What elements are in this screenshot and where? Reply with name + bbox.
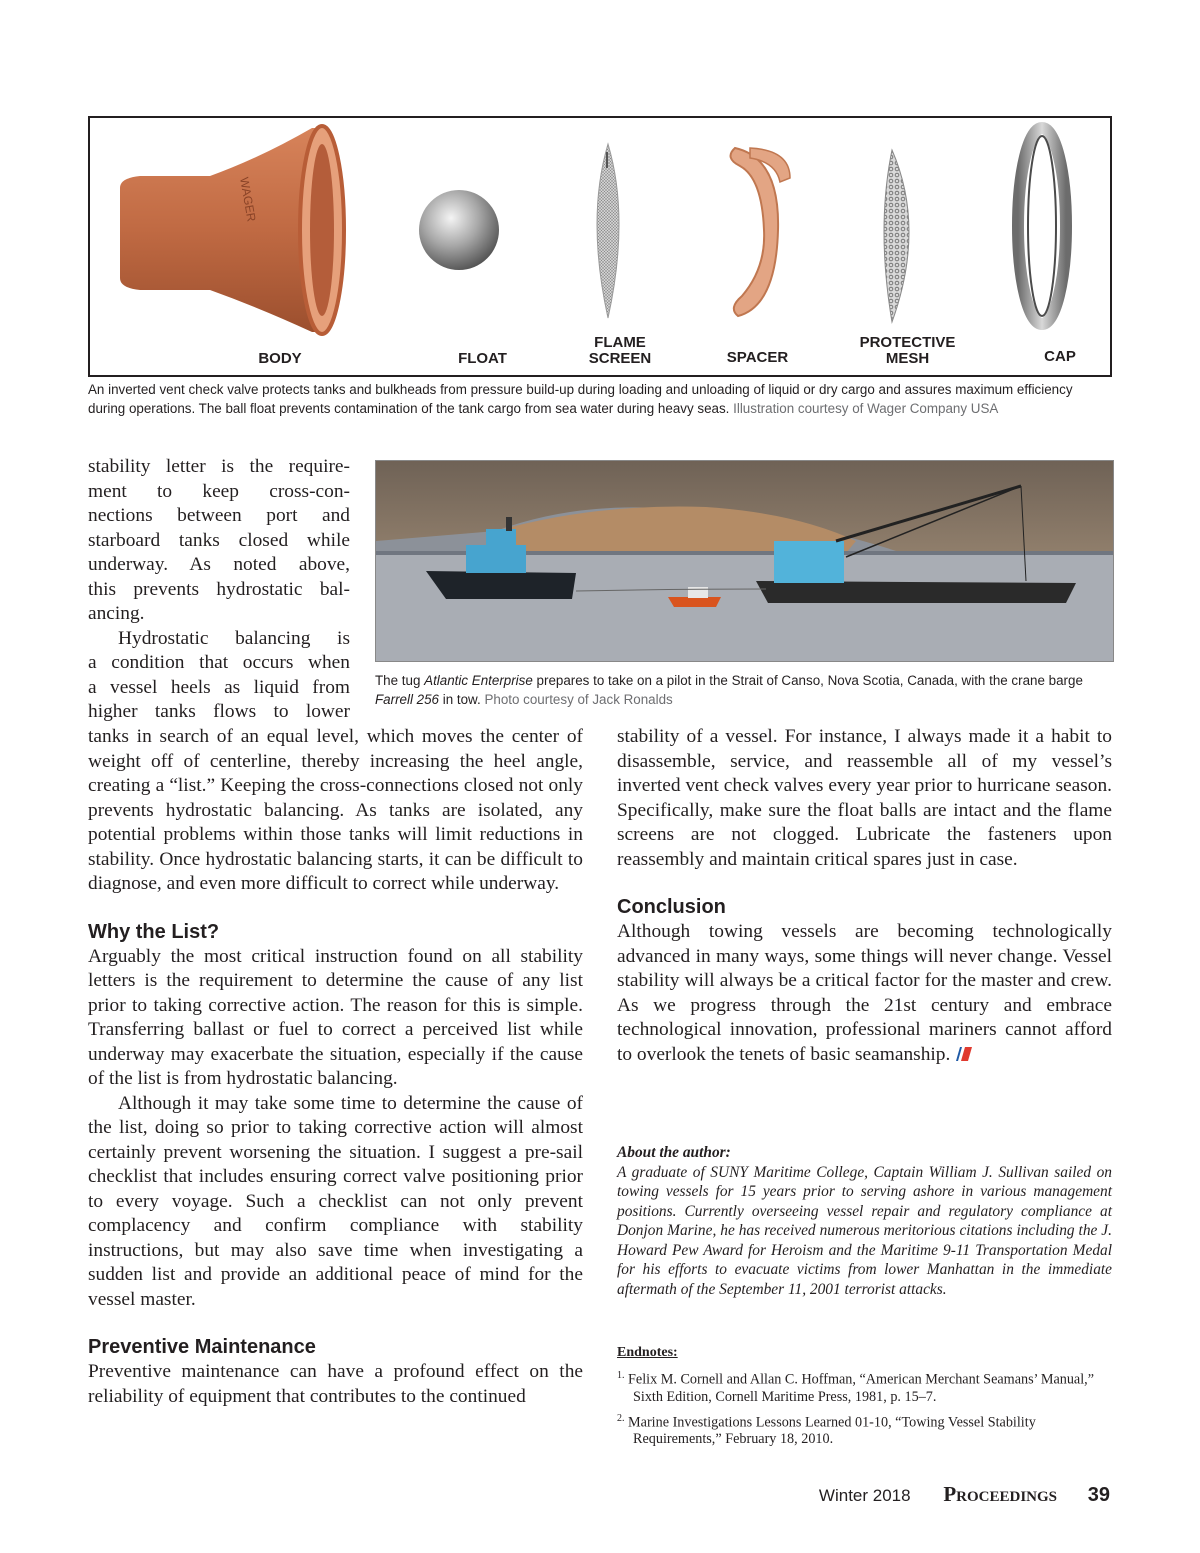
- endnote-item: [617, 1410, 1112, 1449]
- endnote-number: 1.: [617, 1370, 625, 1381]
- cap-ring-image: [1018, 128, 1066, 324]
- page-footer: [819, 1482, 1110, 1507]
- endnote-text: Felix M. Cornell and Allan C. Hoffman, “American Merchant Seamans’ Manual,” Sixth Edition, Cornell Maritime Press, 1981, p. 15–7.: [628, 1371, 1095, 1405]
- conclusion-text: Although towing vessels are becoming technologically advanced in many ways, some things will never change. Vessel stability will always be a critical factor for the master and crew. As we progress through the 21st century and embrace technological innovation, professional mariners cannot afford to overlook the tenets of basic seamanship.: [617, 921, 1112, 1065]
- flame-screen-image: [597, 144, 619, 318]
- left-column-narrow: [88, 455, 350, 725]
- body-paragraph: Although it may take some time to determine the cause of the list, doing so prior to taking corrective action will almost certainly prevent worsening the situation. I suggest a pre-sail checklist that includes ensuring correct valve positioning prior to every voyage. Such a checklist can not only prevent complacency and confirm compliance with stability instructions, but may also save time when investigating a sudden list and provide an additional peace of mind for the vessel master.: [88, 1092, 583, 1310]
- spacer-image: [731, 148, 790, 316]
- body-line: underway. As noted above,: [88, 554, 350, 575]
- body-paragraph: stability of a vessel. For instance, I always made it a habit to disassemble, service, and reassemble all of my vessel’s inverted vent check valves every year prior to hurricane season. Specifically, make sure the float balls are intact and the flame screens are not clogged. Lubricate the fasteners upon reassembly and maintain critical spares just in case.: [617, 726, 1112, 870]
- valve-body-image: [120, 126, 344, 334]
- photo-caption: [375, 672, 1112, 709]
- figure1-caption: [88, 381, 1112, 418]
- section-heading-preventive-maintenance: Preventive Maintenance: [88, 1336, 316, 1358]
- body-line: ment to keep cross-con-: [88, 480, 350, 502]
- vessel-name: Atlantic Enterprise: [424, 673, 533, 688]
- left-column: [88, 725, 583, 1409]
- barge-name: Farrell 256: [375, 691, 440, 707]
- body-paragraph: Preventive maintenance can have a profound effect on the reliability of equipment that contributes to the continued: [88, 1361, 583, 1407]
- endnotes: [617, 1345, 1112, 1448]
- body-line: higher tanks flows to lower: [88, 701, 350, 722]
- endnote-item: [617, 1367, 1112, 1406]
- about-author: [617, 1143, 1112, 1299]
- endnote-number: 2.: [617, 1412, 625, 1424]
- body-line: Hydrostatic balancing is: [118, 627, 350, 649]
- photo-caption-part: The tug: [375, 673, 425, 688]
- photo-caption-part: prepares to take on a pilot in the Strait of Canso, Nova Scotia, Canada, with the crane barge: [532, 673, 1083, 688]
- label-body: BODY: [258, 350, 302, 367]
- label-cap: CAP: [1044, 348, 1076, 365]
- svg-text:WAGER: WAGER: [237, 176, 259, 223]
- label-float: FLOAT: [458, 350, 507, 367]
- right-column: [617, 725, 1112, 1067]
- protective-mesh-image: [884, 150, 909, 322]
- endnotes-title: Endnotes:: [617, 1345, 678, 1360]
- label-flame-screen: FLAME SCREEN: [588, 334, 652, 367]
- body-line: a vessel heels as liquid from: [88, 676, 350, 698]
- body-line: nections between port and: [88, 505, 350, 526]
- figure1-credit: Illustration courtesy of Wager Company USA: [733, 400, 999, 416]
- section-heading-conclusion: Conclusion: [617, 896, 726, 918]
- section-heading-why-the-list: Why the List?: [88, 920, 220, 943]
- photo-caption-part: in tow.: [439, 691, 481, 707]
- valve-components-figure: [88, 116, 1112, 377]
- body-paragraph: [617, 920, 1112, 1067]
- body-line: a condition that occurs when: [88, 652, 350, 673]
- body-line: stability letter is the require-: [88, 456, 350, 477]
- body-paragraph: tanks in search of an equal level, which moves the center of weight off of centerline, thereby increasing the heel angle, creating a “list.” Keeping the cross-connections closed not only prevents hydrostatic balancing. As tanks are isolated, any potential problems within those tanks will limit reductions in stability. Once hydrostatic balancing starts, it can be difficult to diagnose, and even more difficult to correct while underway.: [88, 726, 583, 894]
- page-number: 39: [1087, 1484, 1110, 1506]
- body-line: this prevents hydrostatic bal-: [88, 578, 350, 600]
- end-mark-icon: [954, 1047, 972, 1061]
- endnote-text: Marine Investigations Lessons Learned 01-10, “Towing Vessel Stability Requirements,” February 18, 2010.: [628, 1414, 1036, 1448]
- photo-credit: Photo courtesy of Jack Ronalds: [484, 691, 673, 707]
- about-author-title: About the author:: [617, 1144, 731, 1161]
- tug-photo-image: [376, 461, 1113, 661]
- publication-name: Proceedings: [943, 1482, 1058, 1506]
- figure1-caption-text: An inverted vent check valve protects tanks and bulkheads from pressure build-up during loading and unloading of liquid or dry cargo and assures maximum efficiency during operations. The ball float prevents contamination of the tank cargo from sea water during heavy seas.: [88, 382, 1073, 416]
- body-line: ancing.: [88, 603, 145, 624]
- tug-photo: [375, 460, 1114, 662]
- float-ball-image: [419, 190, 499, 270]
- issue-date: Winter 2018: [818, 1486, 911, 1505]
- body-paragraph: Arguably the most critical instruction found on all stability letters is the requirement to determine the cause of any list prior to taking corrective action. The reason for this is simple. Transferring ballast or fuel to correct a perceived list while underway may exacerbate the situation, especially if the cause of the list is from hydrostatic balancing.: [88, 945, 583, 1089]
- body-line: starboard tanks closed while: [88, 529, 350, 551]
- label-protective-mesh: PROTECTIVE MESH: [859, 334, 956, 367]
- about-author-text: A graduate of SUNY Maritime College, Captain William J. Sullivan sailed on towing vessels for 15 years prior to serving ashore in various management positions. Currently overseeing vessel repair and regulatory compliance at Donjon Marine, he has received numerous meritorious citations including the J. Howard Pew Award for Heroism and the Maritime 9-11 Transportation Medal for his efforts to evacuate victims from lower Manhattan in the immediate aftermath of the September 11, 2001 terrorist attacks.: [617, 1163, 1112, 1298]
- label-spacer: SPACER: [726, 349, 789, 366]
